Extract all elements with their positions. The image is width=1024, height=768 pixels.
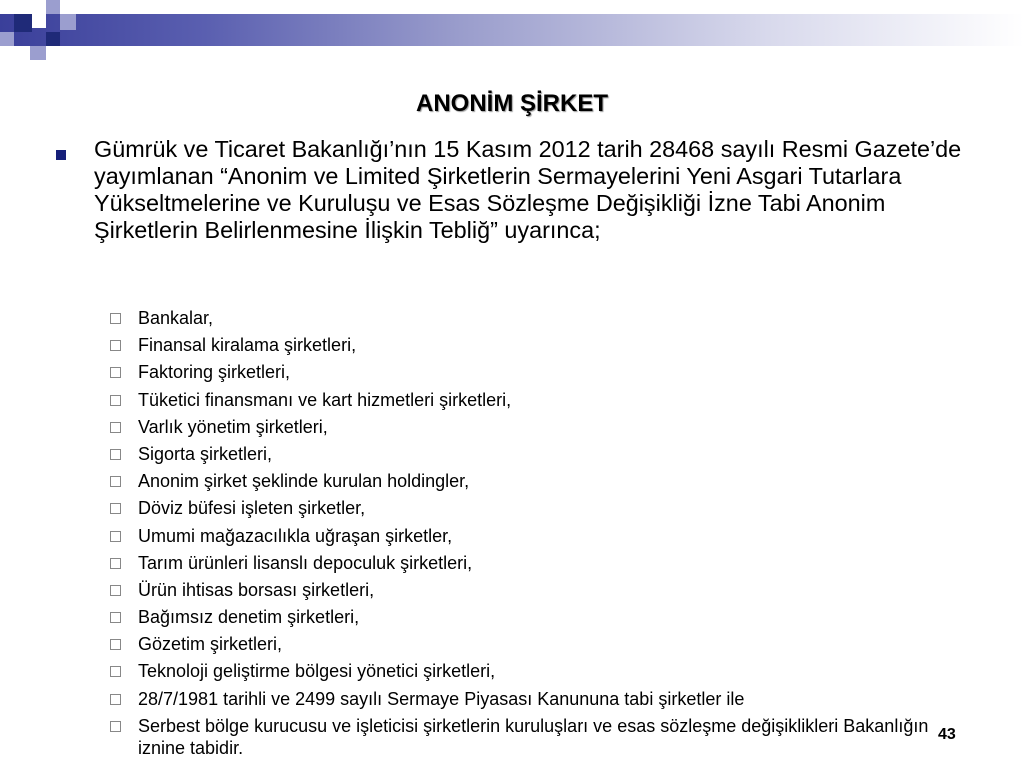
decor-square-lavender [46, 0, 60, 14]
list-item-text: Ürün ihtisas borsası şirketleri, [138, 579, 375, 600]
list-item-text: Döviz büfesi işleten şirketler, [138, 498, 366, 519]
list-item [108, 334, 938, 356]
slide-title: ANONİM ŞİRKET [416, 90, 608, 117]
main-bullet-square [56, 150, 66, 160]
checkbox-bullet-icon [110, 612, 121, 623]
checkbox-bullet-icon [110, 449, 121, 460]
checkbox-bullet-icon [110, 585, 121, 596]
list-item-text: Gözetim şirketleri, [138, 634, 283, 655]
list-item-text: Sigorta şirketleri, [138, 443, 273, 464]
checkbox-bullet-icon [110, 340, 121, 351]
decor-square-white [32, 14, 46, 28]
list-item-text: Anonim şirket şeklinde kurulan holdingler, [138, 471, 470, 492]
list-item [108, 497, 938, 519]
list-item [108, 525, 938, 547]
checkbox-bullet-icon [110, 639, 121, 650]
decor-square-lavender [30, 46, 46, 60]
list-item-text: Finansal kiralama şirketleri, [138, 335, 357, 356]
checkbox-bullet-icon [110, 666, 121, 677]
list-item-text: Serbest bölge kurucusu ve işleticisi şirketlerin kuruluşları ve esas sözleşme değişiklikleri Bakanlığın iznine tabidir. [138, 715, 929, 758]
header-gradient-band [0, 14, 1024, 46]
list-item [108, 416, 938, 438]
decor-square-lavender [0, 32, 14, 46]
checkbox-bullet-icon [110, 395, 121, 406]
checkbox-bullet-icon [110, 422, 121, 433]
decor-square-navy [46, 32, 60, 46]
list-item [108, 470, 938, 492]
list-item-text: 28/7/1981 tarihli ve 2499 sayılı Sermaye Piyasası Kanununa tabi şirketler ile [138, 688, 745, 709]
page-number: 43 [938, 726, 956, 743]
list-item [108, 688, 938, 710]
checkbox-bullet-icon [110, 367, 121, 378]
list-item-text: Bağımsız denetim şirketleri, [138, 607, 360, 628]
list-item [108, 361, 938, 383]
list-item-text: Umumi mağazacılıkla uğraşan şirketler, [138, 525, 453, 546]
list-item-text: Faktoring şirketleri, [138, 362, 291, 383]
list-item-text: Tüketici finansmanı ve kart hizmetleri şirketleri, [138, 389, 512, 410]
checkbox-bullet-icon [110, 531, 121, 542]
list-item-text: Tarım ürünleri lisanslı depoculuk şirketleri, [138, 552, 473, 573]
company-type-list [108, 307, 938, 764]
list-item [108, 715, 938, 759]
checkbox-bullet-icon [110, 313, 121, 324]
main-paragraph: Gümrük ve Ticaret Bakanlığı’nın 15 Kasım 2012 tarih 28468 sayılı Resmi Gazete’de yayımlanan “Anonim ve Limited Şirketlerin Sermayelerini Yeni Asgari Tutarlara Yükseltmelerine ve Kuruluşu ve Esas Sözleşme Değişikliği İzne Tabi Anonim Şirketlerin Belirlenmesine İlişkin Tebliğ” uyarınca; [94, 136, 962, 243]
checkbox-bullet-icon [110, 694, 121, 705]
checkbox-bullet-icon [110, 721, 121, 732]
list-item [108, 633, 938, 655]
checkbox-bullet-icon [110, 476, 121, 487]
list-item [108, 389, 938, 411]
decor-square-lavender [60, 14, 76, 30]
list-item [108, 660, 938, 682]
decor-square-navy [14, 14, 32, 32]
list-item-text: Bankalar, [138, 308, 214, 328]
list-item [108, 552, 938, 574]
list-item [108, 307, 938, 329]
list-item [108, 443, 938, 465]
list-item [108, 579, 938, 601]
list-item-text: Varlık yönetim şirketleri, [138, 416, 328, 437]
checkbox-bullet-icon [110, 558, 121, 569]
list-item [108, 606, 938, 628]
checkbox-bullet-icon [110, 503, 121, 514]
list-item-text: Teknoloji geliştirme bölgesi yönetici şirketleri, [138, 661, 496, 682]
